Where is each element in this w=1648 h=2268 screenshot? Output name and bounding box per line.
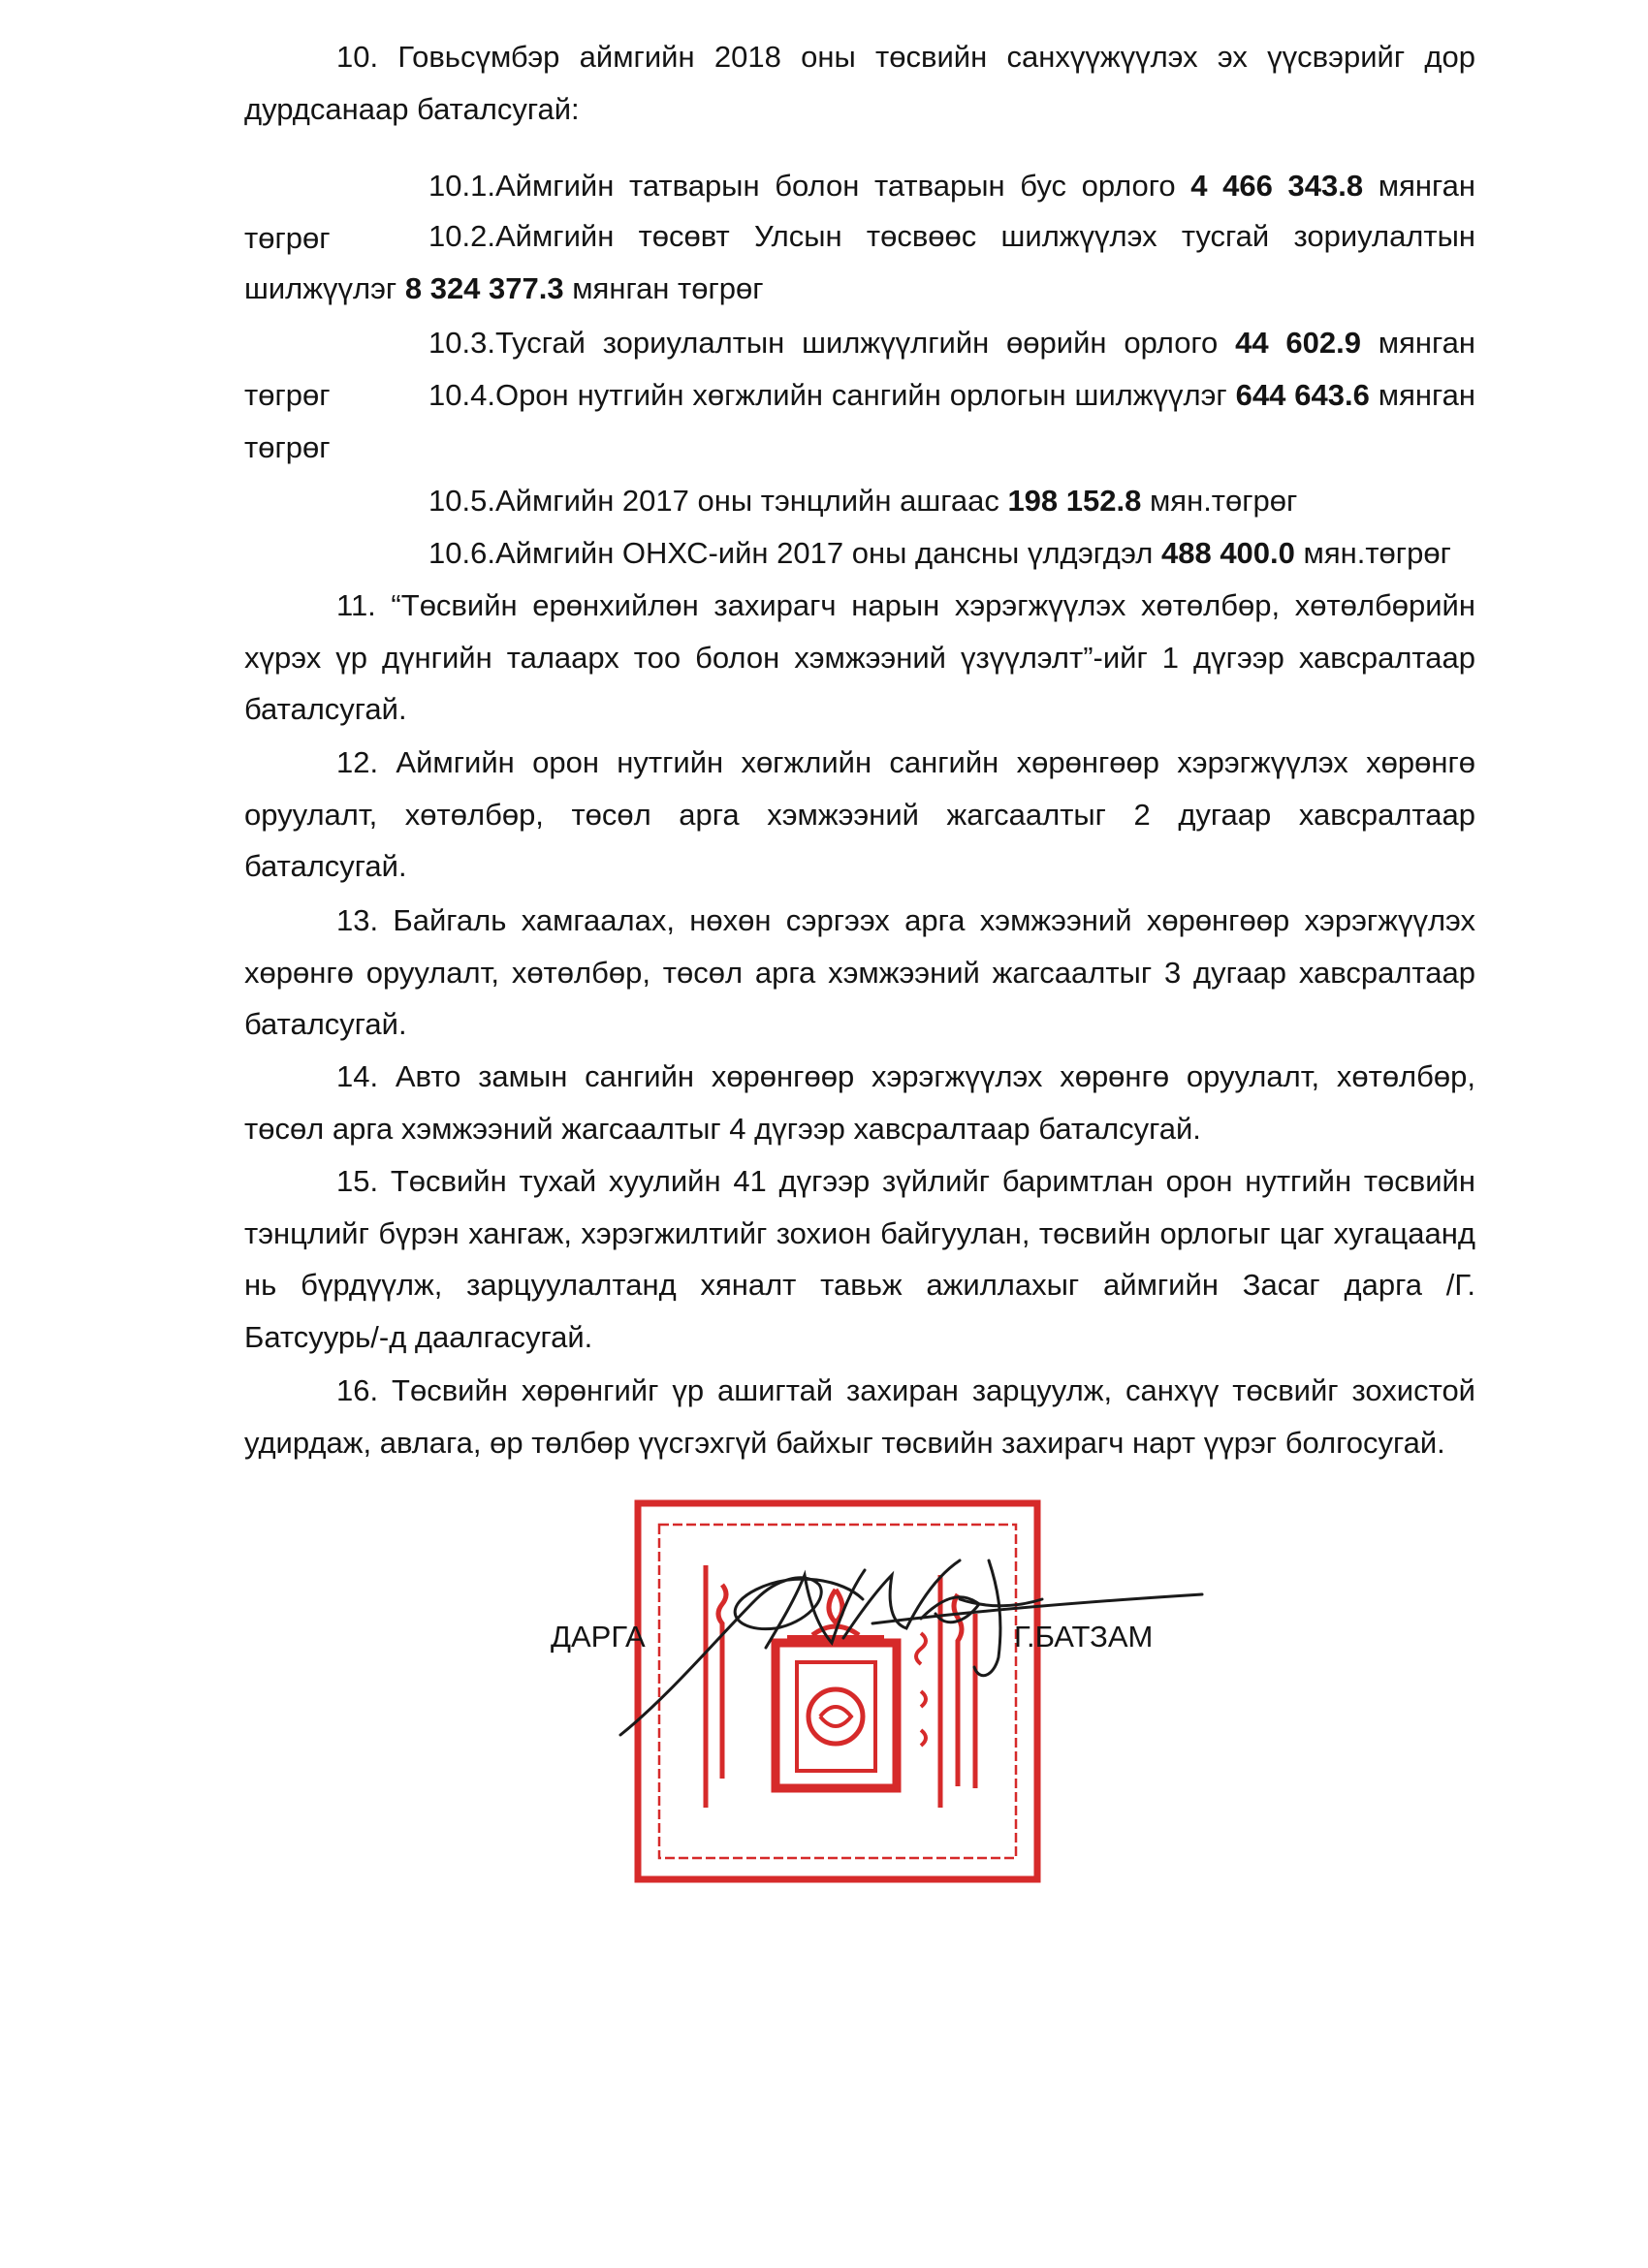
item-amount: 8 324 377.3 [404, 270, 564, 305]
item-amount: 4 466 343.8 [1190, 169, 1364, 203]
signatory-name: Г.БАТЗАМ [1014, 1620, 1154, 1654]
paragraph-14-text: 14. Авто замын сангийн хөрөнгөөр хэрэгжүүлэх хөрөнгө оруулалт, хөтөлбөр, төсөл арга хэмжээний жагсаалтыг 4 дүгээр хавсралтаар баталсугай. [244, 1059, 1475, 1146]
paragraph-10-2 [244, 210, 1475, 314]
paragraph-13 [244, 895, 1475, 1051]
item-text: Аймгийн 2017 оны тэнцлийн ашгаас [494, 484, 1008, 518]
item-unit: мянган төгрөг [244, 169, 1476, 255]
item-text: Аймгийн татварын болон татварын бус орлого [494, 169, 1191, 203]
item-text: Тусгай зориулалтын шилжүүлгийн өөрийн орлого [494, 326, 1236, 360]
item-number: 10.2. [428, 219, 495, 253]
paragraph-13-text: 13. Байгаль хамгаалах, нөхөн сэргээх арга хэмжээний хөрөнгөөр хэрэгжүүлэх хөрөнгө оруулалт, хөтөлбөр, төсөл арга хэмжээний жагсаалтыг 3 дугаар хавсралтаар баталсугай. [244, 903, 1475, 1041]
paragraph-15 [244, 1155, 1475, 1363]
paragraph-10-4 [244, 369, 1475, 473]
signatory-title: ДАРГА [551, 1620, 646, 1654]
paragraph-11-text: 11. “Төсвийн ерөнхийлөн захирагч нарын хэрэгжүүлэх хөтөлбөр, хөтөлбөрийн хүрэх үр дүнгийн талаарх тоо болон хэмжээний үзүүлэлт”-ийг 1 дүгээр хавсралтаар баталсугай. [244, 588, 1475, 726]
paragraph-15-text: 15. Төсвийн тухай хуулийн 41 дүгээр зүйлийг баримтлан орон нутгийн төсвийн тэнцлийг бүрэн хангаж, хэрэгжилтийг зохион байгуулан, төсвийн орлогыг цаг хугацаанд нь бүрдүүлж, зарцуулалтанд хяналт тавьж ажиллахыг аймгийн Засаг дарга /Г. Батсуурь/-д даалгасугай. [244, 1164, 1475, 1354]
item-text: Орон нутгийн хөгжлийн сангийн орлогын шилжүүлэг [494, 378, 1236, 412]
paragraph-16-text: 16. Төсвийн хөрөнгийг үр ашигтай захиран зарцуулж, санхүү төсвийг зохистой удирдаж, авлага, өр төлбөр үүсгэхгүй байхыг төсвийн захирагч нарт үүрэг болгосугай. [244, 1373, 1475, 1460]
item-text: Аймгийн төсөвт Улсын төсвөөс шилжүүлэх тусгай зориулалтын шилжүүлэг [244, 219, 1475, 305]
paragraph-12 [244, 737, 1475, 893]
item-unit: мянган төгрөг [244, 326, 1475, 412]
item-amount: 198 152.8 [1007, 484, 1142, 518]
paragraph-10-6 [244, 527, 1475, 580]
item-unit: мян.төгрөг [1141, 484, 1298, 518]
item-number: 10.3. [428, 326, 495, 360]
item-number: 10.5. [428, 484, 495, 518]
item-amount: 644 643.6 [1235, 378, 1370, 412]
item-unit: мян.төгрөг [1294, 536, 1451, 570]
item-unit: мянган төгрөг [244, 378, 1475, 464]
item-text: Аймгийн ОНХС-ийн 2017 оны дансны үлдэгдэл [494, 536, 1161, 570]
item-number: 10.1. [428, 169, 495, 203]
paragraph-10 [244, 31, 1475, 135]
item-amount: 44 602.9 [1235, 326, 1361, 360]
paragraph-16 [244, 1365, 1475, 1468]
paragraph-11 [244, 580, 1475, 736]
item-amount: 488 400.0 [1160, 536, 1295, 570]
item-unit: мянган төгрөг [563, 270, 764, 305]
paragraph-10-5 [244, 475, 1475, 527]
paragraph-14 [244, 1051, 1475, 1154]
item-number: 10.6. [428, 536, 495, 570]
paragraph-12-text: 12. Аймгийн орон нутгийн хөгжлийн сангийн хөрөнгөөр хэрэгжүүлэх хөрөнгө оруулалт, хөтөлбөр, төсөл арга хэмжээний жагсаалтыг 2 дугаар хавсралтаар баталсугай. [244, 745, 1475, 883]
item-number: 10.4. [428, 378, 495, 412]
paragraph-10-text: 10. Говьсүмбэр аймгийн 2018 оны төсвийн санхүүжүүлэх эх үүсвэрийг дор дурдсанаар баталсугай: [244, 40, 1475, 126]
